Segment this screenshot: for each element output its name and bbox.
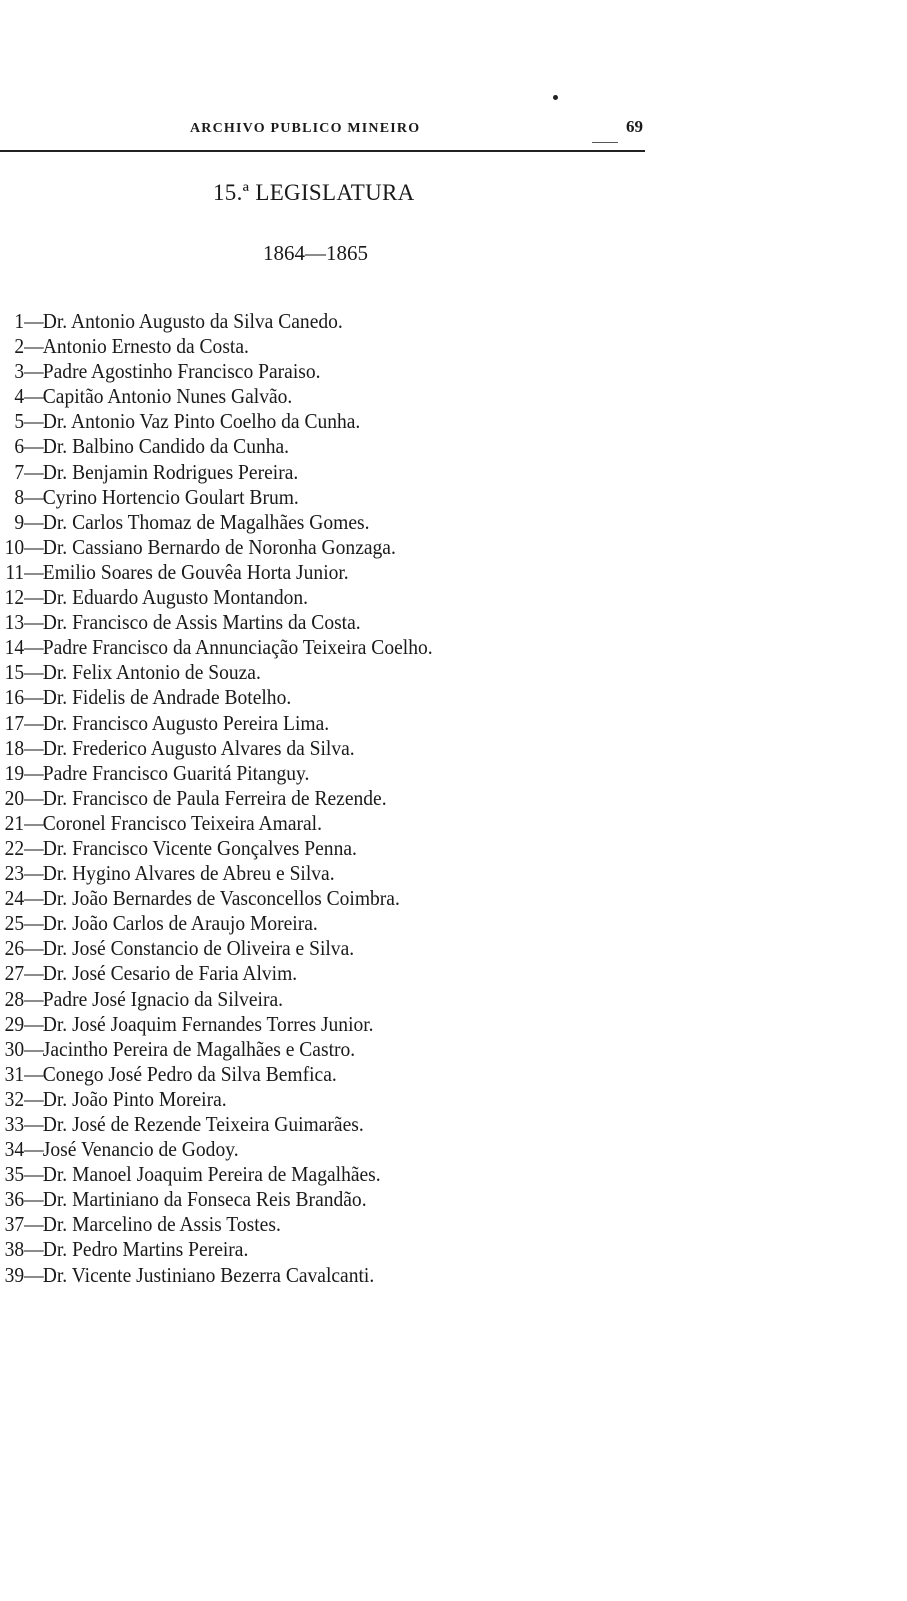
member-number: 34 bbox=[4, 1137, 25, 1162]
em-dash: — bbox=[24, 309, 44, 333]
member-name: Dr. Francisco Augusto Pereira Lima. bbox=[42, 710, 330, 735]
member-name: Dr. Fidelis de Andrade Botelho. bbox=[42, 685, 292, 710]
member-name: Dr. Francisco de Paula Ferreira de Rezende. bbox=[42, 785, 387, 810]
member-number: 16 bbox=[4, 685, 25, 710]
member-number: 15 bbox=[4, 660, 25, 685]
member-number: 31 bbox=[4, 1061, 25, 1086]
member-name: Dr. Felix Antonio de Souza. bbox=[42, 660, 261, 685]
member-name: Dr. Martiniano da Fonseca Reis Brandão. bbox=[42, 1187, 367, 1212]
list-item bbox=[0, 836, 433, 861]
em-dash: — bbox=[24, 660, 44, 685]
list-item bbox=[0, 861, 433, 886]
em-dash: — bbox=[24, 1162, 44, 1187]
em-dash: — bbox=[24, 1086, 44, 1111]
member-name: Dr. João Carlos de Araujo Moreira. bbox=[42, 911, 318, 936]
em-dash: — bbox=[24, 1112, 44, 1136]
member-name: Emilio Soares de Gouvêa Horta Junior. bbox=[42, 559, 349, 584]
member-number: 27 bbox=[4, 961, 25, 986]
list-item bbox=[0, 1187, 433, 1212]
list-item bbox=[0, 384, 433, 409]
member-number: 28 bbox=[4, 986, 25, 1011]
list-item bbox=[0, 1112, 433, 1137]
member-name: Dr. José de Rezende Teixeira Guimarães. bbox=[42, 1112, 364, 1136]
member-name: Dr. Marcelino de Assis Tostes. bbox=[42, 1212, 281, 1237]
member-name: Antonio Ernesto da Costa. bbox=[42, 334, 249, 359]
list-item bbox=[0, 610, 433, 635]
list-item bbox=[0, 485, 433, 510]
member-number: 7 bbox=[14, 459, 25, 484]
list-item bbox=[0, 736, 433, 761]
member-name: Dr. Frederico Augusto Alvares da Silva. bbox=[42, 735, 355, 760]
em-dash: — bbox=[24, 1036, 44, 1061]
member-name: Dr. Eduardo Augusto Montandon. bbox=[42, 585, 309, 610]
list-item bbox=[0, 1087, 433, 1112]
member-number: 33 bbox=[4, 1112, 25, 1136]
member-number: 39 bbox=[4, 1262, 25, 1287]
em-dash: — bbox=[24, 359, 44, 384]
em-dash: — bbox=[24, 1187, 44, 1212]
member-number: 5 bbox=[14, 409, 25, 434]
member-number: 32 bbox=[4, 1086, 25, 1111]
member-name: Dr. Benjamin Rodrigues Pereira. bbox=[42, 459, 299, 484]
em-dash: — bbox=[24, 936, 44, 961]
em-dash: — bbox=[24, 1061, 44, 1086]
em-dash: — bbox=[24, 1262, 44, 1287]
member-name: Cyrino Hortencio Goulart Brum. bbox=[42, 484, 299, 509]
member-name: Dr. José Cesario de Faria Alvim. bbox=[42, 961, 298, 986]
list-item bbox=[0, 359, 433, 384]
member-number: 35 bbox=[4, 1162, 25, 1187]
em-dash: — bbox=[24, 911, 44, 936]
member-number: 6 bbox=[14, 434, 25, 459]
list-item bbox=[0, 711, 433, 736]
em-dash: — bbox=[24, 610, 44, 635]
em-dash: — bbox=[24, 559, 44, 584]
list-item bbox=[0, 1137, 433, 1162]
list-item bbox=[0, 434, 433, 459]
em-dash: — bbox=[24, 434, 44, 459]
page-number: 69 bbox=[626, 117, 643, 136]
list-item bbox=[0, 460, 433, 485]
member-number: 26 bbox=[4, 936, 25, 961]
legislature-title: 15.ª LEGISLATURA bbox=[213, 180, 415, 205]
member-number: 22 bbox=[4, 835, 25, 860]
member-name: Padre Agostinho Francisco Paraiso. bbox=[42, 359, 321, 384]
em-dash: — bbox=[24, 334, 44, 359]
em-dash: — bbox=[24, 384, 44, 409]
list-item bbox=[0, 1037, 433, 1062]
em-dash: — bbox=[24, 961, 44, 986]
header-rule bbox=[0, 150, 645, 152]
member-name: Dr. Carlos Thomaz de Magalhães Gomes. bbox=[42, 509, 370, 534]
member-number: 4 bbox=[14, 384, 25, 409]
member-number: 37 bbox=[4, 1212, 25, 1237]
em-dash: — bbox=[24, 534, 44, 559]
member-number: 38 bbox=[4, 1237, 25, 1262]
member-number: 36 bbox=[4, 1187, 25, 1212]
em-dash: — bbox=[24, 835, 44, 860]
list-item bbox=[0, 334, 433, 359]
member-name: Dr. Antonio Vaz Pinto Coelho da Cunha. bbox=[42, 409, 361, 434]
list-item bbox=[0, 510, 433, 535]
list-item bbox=[0, 1263, 433, 1288]
list-item bbox=[0, 811, 433, 836]
member-number: 1 bbox=[14, 309, 25, 333]
list-item bbox=[0, 1062, 433, 1087]
em-dash: — bbox=[24, 1212, 44, 1237]
member-number: 9 bbox=[14, 509, 25, 534]
list-item bbox=[0, 309, 433, 334]
member-name: Dr. Antonio Augusto da Silva Canedo. bbox=[42, 309, 343, 333]
list-item bbox=[0, 635, 433, 660]
member-name: Dr. Francisco de Assis Martins da Costa. bbox=[42, 610, 361, 635]
member-name: Dr. Vicente Justiniano Bezerra Cavalcanti. bbox=[42, 1262, 375, 1287]
em-dash: — bbox=[24, 459, 44, 484]
member-name: Conego José Pedro da Silva Bemfica. bbox=[42, 1061, 337, 1086]
list-item bbox=[0, 585, 433, 610]
list-item bbox=[0, 961, 433, 986]
em-dash: — bbox=[24, 484, 44, 509]
list-item bbox=[0, 911, 433, 936]
member-number: 18 bbox=[4, 735, 25, 760]
list-item bbox=[0, 560, 433, 585]
member-name: Padre Francisco Guaritá Pitanguy. bbox=[42, 760, 310, 785]
member-name: Dr. José Constancio de Oliveira e Silva. bbox=[42, 936, 355, 961]
em-dash: — bbox=[24, 685, 44, 710]
member-number: 10 bbox=[4, 534, 25, 559]
member-name: Dr. Manoel Joaquim Pereira de Magalhães. bbox=[42, 1162, 381, 1187]
em-dash: — bbox=[24, 886, 44, 911]
member-name: Dr. João Bernardes de Vasconcellos Coimbra. bbox=[42, 886, 400, 911]
member-name: Padre José Ignacio da Silveira. bbox=[42, 986, 284, 1011]
em-dash: — bbox=[24, 986, 44, 1011]
member-name: Dr. Cassiano Bernardo de Noronha Gonzaga. bbox=[42, 534, 396, 559]
list-item bbox=[0, 987, 433, 1012]
member-number: 3 bbox=[14, 359, 25, 384]
list-item bbox=[0, 1162, 433, 1187]
member-name: Coronel Francisco Teixeira Amaral. bbox=[42, 810, 322, 835]
em-dash: — bbox=[24, 785, 44, 810]
member-number: 21 bbox=[4, 810, 25, 835]
list-item bbox=[0, 761, 433, 786]
member-number: 24 bbox=[4, 886, 25, 911]
member-number: 17 bbox=[4, 710, 25, 735]
member-number: 20 bbox=[4, 785, 25, 810]
member-number: 12 bbox=[4, 585, 25, 610]
em-dash: — bbox=[24, 735, 44, 760]
member-name: Capitão Antonio Nunes Galvão. bbox=[42, 384, 293, 409]
em-dash: — bbox=[24, 635, 44, 660]
em-dash: — bbox=[24, 760, 44, 785]
member-name: Jacintho Pereira de Magalhães e Castro. bbox=[42, 1036, 356, 1061]
list-item bbox=[0, 409, 433, 434]
list-item bbox=[0, 1237, 433, 1262]
member-number: 25 bbox=[4, 911, 25, 936]
member-number: 23 bbox=[4, 861, 25, 886]
list-item bbox=[0, 786, 433, 811]
list-item bbox=[0, 936, 433, 961]
member-name: Dr. José Joaquim Fernandes Torres Junior. bbox=[42, 1011, 374, 1036]
ink-dot bbox=[553, 95, 558, 100]
member-number: 30 bbox=[4, 1036, 25, 1061]
member-number: 2 bbox=[14, 334, 25, 359]
em-dash: — bbox=[24, 409, 44, 434]
legislature-years: 1864—1865 bbox=[263, 241, 368, 265]
em-dash: — bbox=[24, 509, 44, 534]
member-number: 13 bbox=[4, 610, 25, 635]
member-name: Dr. Pedro Martins Pereira. bbox=[42, 1237, 249, 1262]
em-dash: — bbox=[24, 585, 44, 610]
member-number: 19 bbox=[4, 760, 25, 785]
em-dash: — bbox=[24, 861, 44, 886]
em-dash: — bbox=[24, 1237, 44, 1262]
list-item bbox=[0, 886, 433, 911]
list-item bbox=[0, 660, 433, 685]
em-dash: — bbox=[24, 810, 44, 835]
member-name: José Venancio de Godoy. bbox=[42, 1137, 239, 1162]
list-item bbox=[0, 1012, 433, 1037]
member-number: 8 bbox=[14, 484, 25, 509]
list-item bbox=[0, 685, 433, 710]
member-number: 29 bbox=[4, 1011, 25, 1036]
list-item bbox=[0, 1212, 433, 1237]
member-number: 14 bbox=[4, 635, 25, 660]
list-item bbox=[0, 535, 433, 560]
em-dash: — bbox=[24, 710, 44, 735]
em-dash: — bbox=[24, 1137, 44, 1162]
member-list bbox=[0, 309, 465, 1288]
running-head: ARCHIVO PUBLICO MINEIRO bbox=[190, 121, 421, 136]
member-name: Dr. Balbino Candido da Cunha. bbox=[42, 434, 290, 459]
em-dash: — bbox=[24, 1011, 44, 1036]
member-number: 11 bbox=[5, 559, 25, 584]
member-name: Dr. Francisco Vicente Gonçalves Penna. bbox=[42, 835, 357, 860]
member-name: Dr. João Pinto Moreira. bbox=[42, 1086, 227, 1111]
member-name: Padre Francisco da Annunciação Teixeira Coelho. bbox=[42, 635, 433, 660]
member-name: Dr. Hygino Alvares de Abreu e Silva. bbox=[42, 861, 335, 886]
header-rule-accent bbox=[592, 142, 618, 143]
